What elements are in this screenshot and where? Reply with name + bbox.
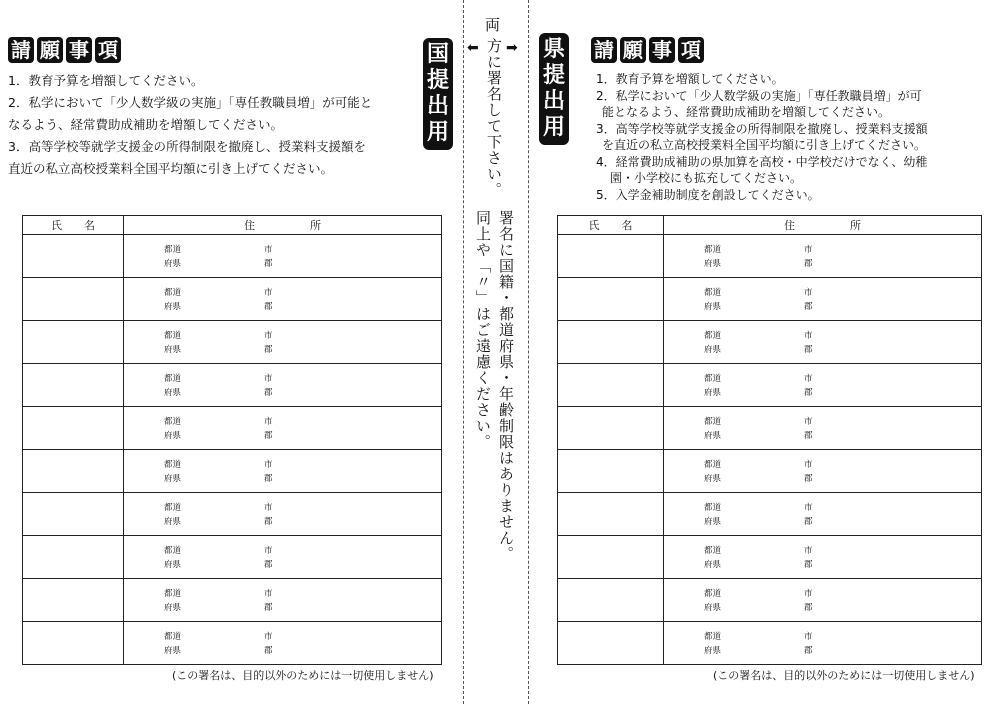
name-cell[interactable]	[558, 579, 664, 622]
prefecture-label: 府県	[704, 388, 722, 398]
prefecture-label: 都道	[164, 374, 182, 384]
center-top-char: 両	[485, 16, 501, 34]
title-char: 請	[591, 37, 617, 63]
prefecture-label: 都道	[164, 632, 182, 642]
left-title	[8, 37, 121, 63]
prefecture-label: 府県	[164, 345, 182, 355]
address-cell[interactable]	[664, 235, 982, 278]
prefecture-label: 府県	[164, 517, 182, 527]
signature-row	[23, 536, 442, 579]
national-submission-badge: 国 提 出 用	[423, 38, 453, 150]
city-label: 市	[264, 632, 273, 642]
address-cell[interactable]	[664, 493, 982, 536]
fold-line-right	[528, 0, 529, 704]
city-label: 市	[804, 288, 813, 298]
name-cell[interactable]	[23, 622, 124, 665]
name-column-header: 氏 名	[23, 216, 124, 235]
title-char: 請	[8, 37, 34, 63]
prefecture-label: 都道	[704, 245, 722, 255]
petition-item: 2．私学において「少人数学級の実施」「専任教職員増」が可 能となるよう、経常費助成補助を増額してください。	[596, 88, 922, 119]
title-char: 願	[620, 37, 646, 63]
city-label: 市	[804, 546, 813, 556]
name-cell[interactable]	[23, 321, 124, 364]
city-label: 市	[264, 331, 273, 341]
signature-row	[558, 450, 982, 493]
prefecture-submission-badge: 県 提 出 用	[539, 33, 569, 145]
fold-line-left	[463, 0, 464, 704]
name-cell[interactable]	[558, 278, 664, 321]
prefecture-label: 都道	[704, 546, 722, 556]
signature-row	[558, 536, 982, 579]
county-label: 郡	[264, 345, 273, 355]
signature-row	[23, 364, 442, 407]
city-label: 市	[264, 589, 273, 599]
county-label: 郡	[804, 259, 813, 269]
name-cell[interactable]	[558, 364, 664, 407]
signature-row	[23, 321, 442, 364]
arrow-left-icon: ⬅	[467, 40, 479, 56]
county-label: 郡	[264, 646, 273, 656]
prefecture-label: 都道	[704, 503, 722, 513]
prefecture-label: 府県	[164, 603, 182, 613]
prefecture-label: 都道	[704, 288, 722, 298]
name-cell[interactable]	[23, 450, 124, 493]
address-cell[interactable]	[124, 364, 442, 407]
city-label: 市	[264, 417, 273, 427]
prefecture-label: 都道	[164, 288, 182, 298]
county-label: 郡	[264, 388, 273, 398]
city-label: 市	[264, 503, 273, 513]
name-cell[interactable]	[23, 278, 124, 321]
prefecture-label: 都道	[164, 503, 182, 513]
prefecture-label: 府県	[704, 259, 722, 269]
signature-row	[558, 407, 982, 450]
address-cell[interactable]	[124, 321, 442, 364]
prefecture-label: 都道	[164, 331, 182, 341]
prefecture-label: 府県	[704, 517, 722, 527]
name-column-header: 氏 名	[558, 216, 664, 235]
county-label: 郡	[264, 431, 273, 441]
name-cell[interactable]	[23, 407, 124, 450]
prefecture-label: 府県	[704, 431, 722, 441]
county-label: 郡	[804, 302, 813, 312]
prefecture-label: 府県	[704, 646, 722, 656]
signature-row	[558, 364, 982, 407]
signature-row	[558, 278, 982, 321]
signature-row	[23, 450, 442, 493]
name-cell[interactable]	[23, 579, 124, 622]
name-cell[interactable]	[558, 235, 664, 278]
left-petition-items	[8, 70, 408, 180]
address-cell[interactable]	[124, 536, 442, 579]
title-char: 項	[95, 37, 121, 63]
address-cell[interactable]	[664, 622, 982, 665]
title-char: 願	[37, 37, 63, 63]
petition-item: 1．教育予算を増額してください。	[8, 73, 204, 88]
prefecture-label: 都道	[164, 546, 182, 556]
address-cell[interactable]	[124, 278, 442, 321]
prefecture-label: 府県	[164, 431, 182, 441]
prefecture-label: 都道	[704, 589, 722, 599]
city-label: 市	[804, 331, 813, 341]
name-cell[interactable]	[23, 235, 124, 278]
city-label: 市	[264, 374, 273, 384]
address-cell[interactable]	[124, 579, 442, 622]
arrow-right-icon: ➡	[506, 40, 518, 56]
name-cell[interactable]	[23, 364, 124, 407]
county-label: 郡	[804, 388, 813, 398]
county-label: 郡	[264, 259, 273, 269]
city-label: 市	[804, 417, 813, 427]
city-label: 市	[804, 632, 813, 642]
prefecture-label: 府県	[164, 474, 182, 484]
county-label: 郡	[264, 560, 273, 570]
title-char: 項	[678, 37, 704, 63]
county-label: 郡	[264, 302, 273, 312]
signature-row	[23, 407, 442, 450]
address-cell[interactable]	[124, 450, 442, 493]
county-label: 郡	[804, 431, 813, 441]
signature-row	[23, 278, 442, 321]
petition-item: 2．私学において「少人数学級の実施」「専任教職員増」が可能と なるよう、経常費助成補助を増額してください。	[8, 95, 373, 132]
address-cell[interactable]	[664, 364, 982, 407]
county-label: 郡	[804, 603, 813, 613]
prefecture-label: 府県	[164, 388, 182, 398]
signature-row	[23, 622, 442, 665]
signature-row	[558, 235, 982, 278]
prefecture-label: 都道	[704, 331, 722, 341]
title-char: 事	[649, 37, 675, 63]
name-cell[interactable]	[558, 536, 664, 579]
county-label: 郡	[264, 517, 273, 527]
county-label: 郡	[804, 345, 813, 355]
name-cell[interactable]	[558, 321, 664, 364]
signature-row	[558, 579, 982, 622]
signature-row	[23, 235, 442, 278]
prefecture-label: 府県	[164, 302, 182, 312]
address-cell[interactable]	[664, 579, 982, 622]
prefecture-label: 府県	[704, 345, 722, 355]
city-label: 市	[264, 288, 273, 298]
name-cell[interactable]	[558, 450, 664, 493]
petition-item: 5．入学金補助制度を創設してください。	[596, 187, 820, 202]
city-label: 市	[804, 589, 813, 599]
signature-row	[23, 493, 442, 536]
prefecture-label: 都道	[704, 417, 722, 427]
prefecture-label: 府県	[704, 560, 722, 570]
petition-item: 1．教育予算を増額してください。	[596, 72, 784, 86]
name-cell[interactable]	[23, 536, 124, 579]
city-label: 市	[264, 460, 273, 470]
right-signature-table	[557, 215, 982, 665]
prefecture-label: 都道	[704, 374, 722, 384]
notice-column-1: 署名に国籍・都道府県・年齢制限はありません。	[497, 210, 515, 562]
city-label: 市	[804, 374, 813, 384]
petition-item: 4．経常費助成補助の県加算を高校・中学校だけでなく、幼稚 園・小学校にも拡充してください。	[596, 154, 928, 185]
city-label: 市	[264, 546, 273, 556]
address-cell[interactable]	[664, 407, 982, 450]
prefecture-label: 府県	[704, 603, 722, 613]
prefecture-label: 府県	[164, 560, 182, 570]
city-label: 市	[264, 245, 273, 255]
right-petition-items	[596, 71, 996, 203]
city-label: 市	[804, 503, 813, 513]
address-cell[interactable]	[124, 235, 442, 278]
signature-row	[558, 622, 982, 665]
address-cell[interactable]	[664, 450, 982, 493]
signature-row	[23, 579, 442, 622]
address-cell[interactable]	[124, 407, 442, 450]
address-column-header: 住 所	[124, 216, 442, 235]
left-signature-table	[22, 215, 442, 665]
city-label: 市	[804, 460, 813, 470]
signature-row	[558, 321, 982, 364]
signature-row	[558, 493, 982, 536]
left-footnote: (この署名は、目的以外のためには一切使用しません)	[172, 669, 434, 682]
prefecture-label: 都道	[704, 460, 722, 470]
title-char: 事	[66, 37, 92, 63]
county-label: 郡	[804, 474, 813, 484]
address-column-header: 住 所	[664, 216, 982, 235]
prefecture-label: 都道	[164, 460, 182, 470]
notice-column-2: 同上や「〃」はご遠慮ください。	[474, 210, 492, 450]
county-label: 郡	[264, 474, 273, 484]
prefecture-label: 府県	[164, 259, 182, 269]
sign-both-instruction: 方に署名して下さい。	[485, 38, 503, 198]
right-title	[591, 37, 704, 63]
prefecture-label: 府県	[164, 646, 182, 656]
prefecture-label: 都道	[164, 417, 182, 427]
address-cell[interactable]	[124, 622, 442, 665]
prefecture-label: 府県	[704, 302, 722, 312]
county-label: 郡	[804, 560, 813, 570]
prefecture-label: 都道	[164, 589, 182, 599]
prefecture-label: 都道	[164, 245, 182, 255]
address-cell[interactable]	[664, 321, 982, 364]
county-label: 郡	[804, 646, 813, 656]
name-cell[interactable]	[558, 407, 664, 450]
county-label: 郡	[264, 603, 273, 613]
address-cell[interactable]	[664, 536, 982, 579]
address-cell[interactable]	[124, 493, 442, 536]
name-cell[interactable]	[558, 622, 664, 665]
right-footnote: (この署名は、目的以外のためには一切使用しません)	[713, 669, 975, 682]
petition-item: 3．高等学校等就学支援金の所得制限を撤廃し、授業料支援額を 直近の私立高校授業料全国平均額に引き上げてください。	[8, 139, 366, 176]
county-label: 郡	[804, 517, 813, 527]
city-label: 市	[804, 245, 813, 255]
name-cell[interactable]	[558, 493, 664, 536]
petition-item: 3．高等学校等就学支援金の所得制限を撤廃し、授業料支援額 を直近の私立高校授業料全国平均額に引き上げてください。	[596, 121, 928, 152]
address-cell[interactable]	[664, 278, 982, 321]
name-cell[interactable]	[23, 493, 124, 536]
prefecture-label: 都道	[704, 632, 722, 642]
prefecture-label: 府県	[704, 474, 722, 484]
